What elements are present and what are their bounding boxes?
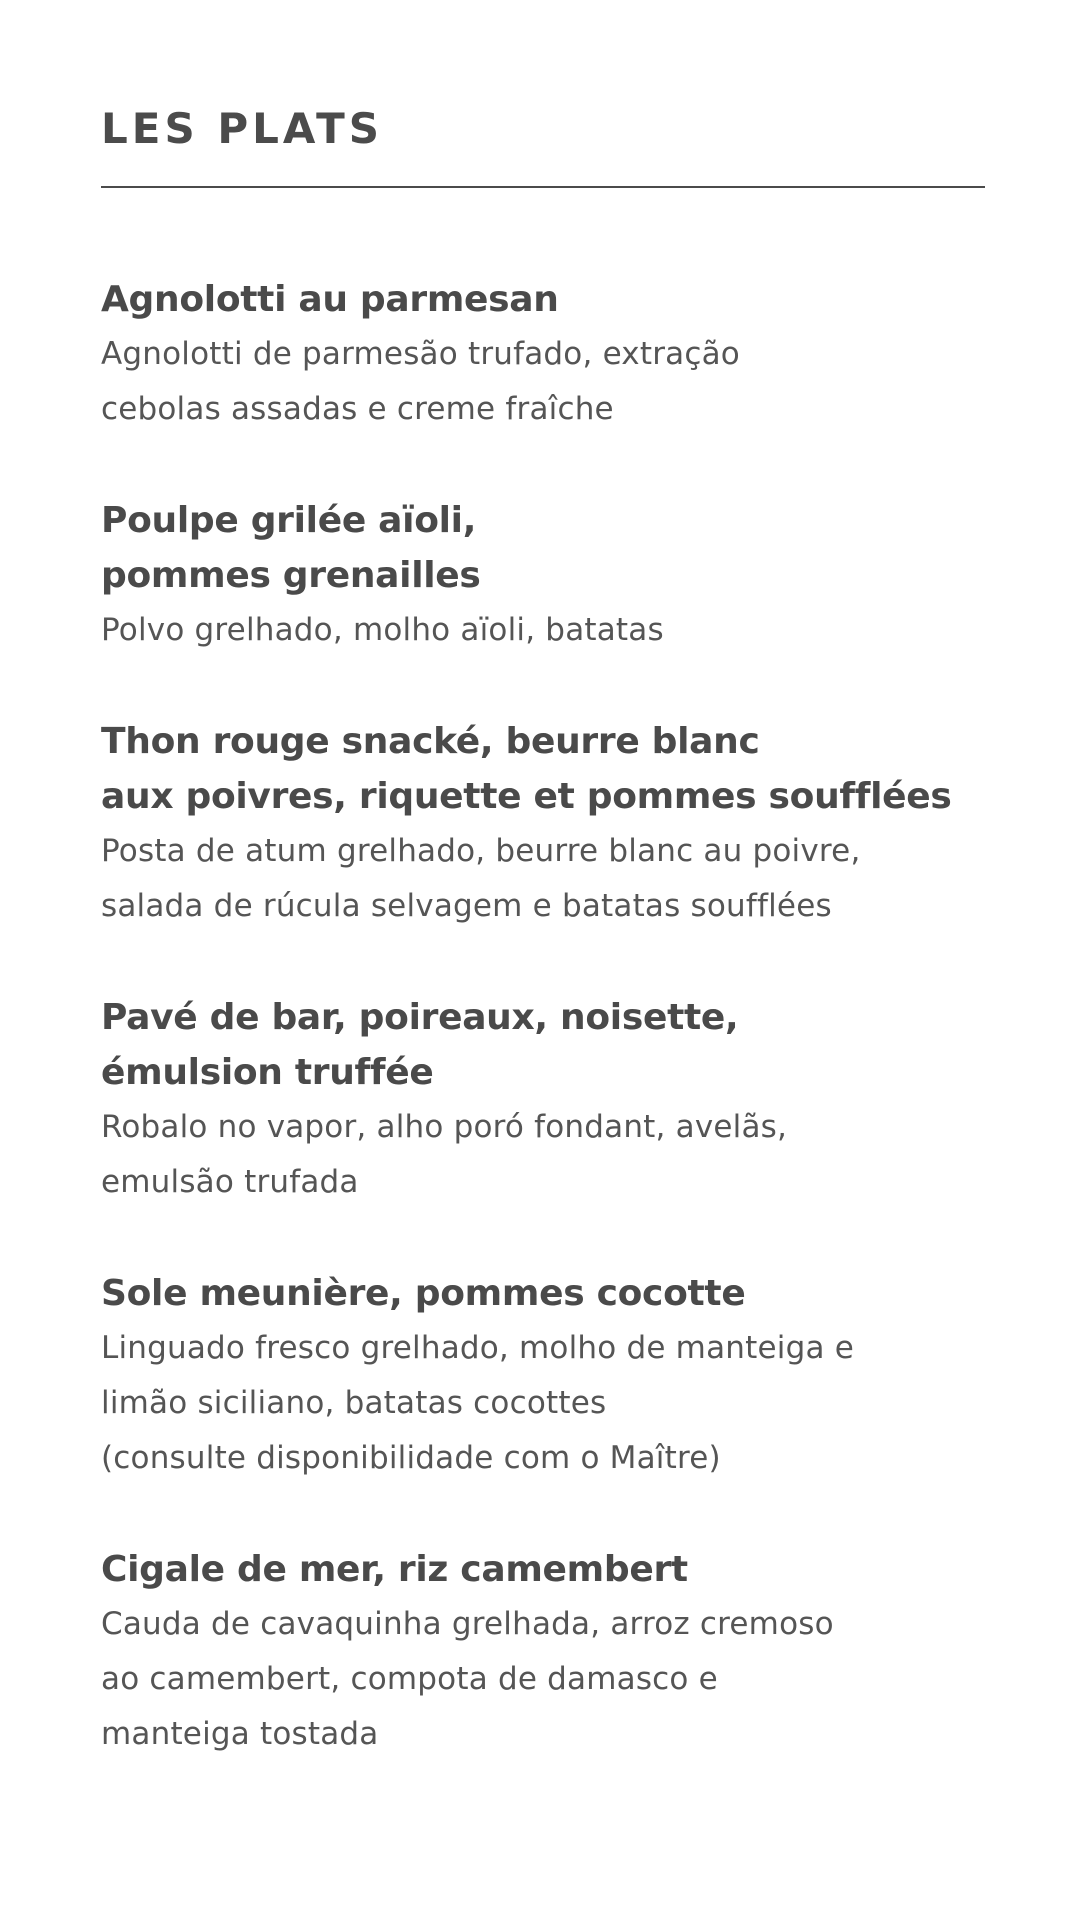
menu-page	[101, 0, 985, 1762]
dish-name: Poulpe grilée aïoli, pommes grenailles	[101, 500, 481, 596]
dish-description: Polvo grelhado, molho aïoli, batatas	[101, 612, 664, 648]
title-divider	[101, 186, 985, 188]
dish-description: Linguado fresco grelhado, molho de manteiga e limão siciliano, batatas cocottes (consulte disponibilidade com o Maître)	[101, 1330, 854, 1476]
section-title: LES PLATS	[101, 104, 384, 153]
dish-item	[101, 1542, 985, 1762]
dish-item	[101, 1266, 985, 1486]
dish-name: Pavé de bar, poireaux, noisette, émulsion truffée	[101, 997, 739, 1093]
dish-item	[101, 714, 985, 934]
dish-item	[101, 493, 985, 658]
dish-name: Thon rouge snacké, beurre blanc aux poivres, riquette et pommes soufflées	[101, 721, 952, 817]
dish-name: Agnolotti au parmesan	[101, 279, 559, 320]
dish-name: Cigale de mer, riz camembert	[101, 1549, 688, 1590]
dish-item	[101, 990, 985, 1210]
dish-item	[101, 272, 985, 437]
dish-description: Agnolotti de parmesão trufado, extração cebolas assadas e creme fraîche	[101, 336, 740, 427]
dish-description: Robalo no vapor, alho poró fondant, avelãs, emulsão trufada	[101, 1109, 788, 1200]
dish-name: Sole meunière, pommes cocotte	[101, 1273, 746, 1314]
dish-description: Posta de atum grelhado, beurre blanc au poivre, salada de rúcula selvagem e batatas soufflées	[101, 833, 861, 924]
dish-description: Cauda de cavaquinha grelhada, arroz cremoso ao camembert, compota de damasco e manteiga tostada	[101, 1606, 834, 1752]
